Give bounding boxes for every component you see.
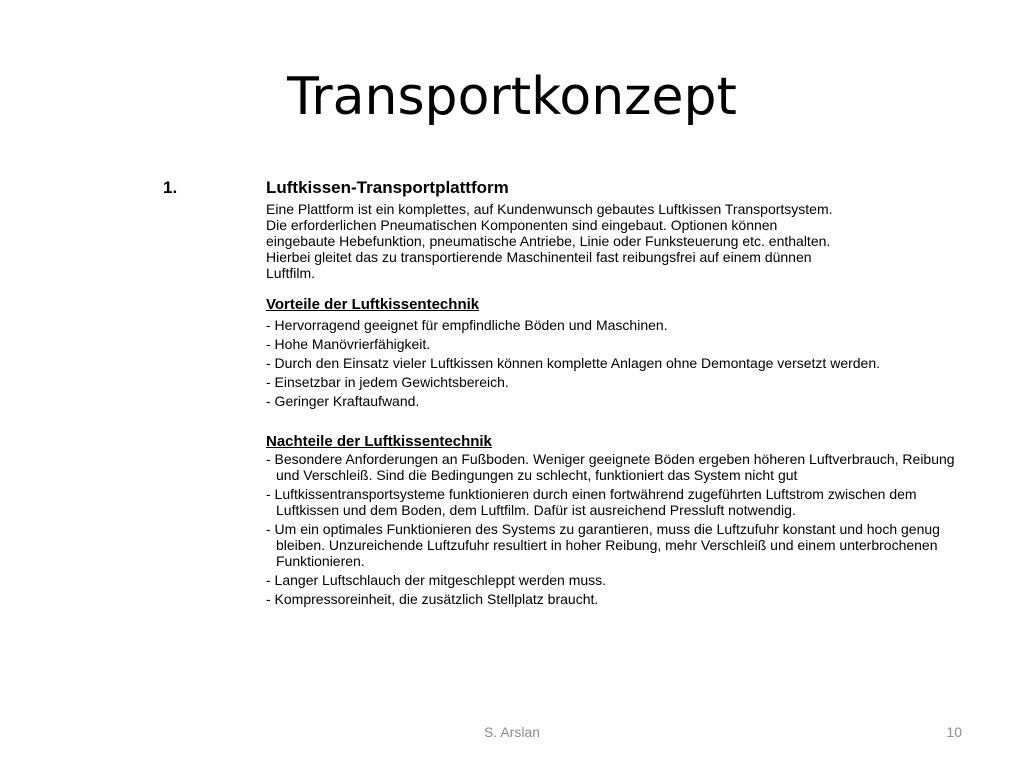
list-item: - Langer Luftschlauch der mitgeschleppt werden muss. bbox=[266, 572, 607, 588]
list-item: - Hervorragend geeignet für empfindliche Böden und Maschinen. bbox=[266, 317, 668, 333]
intro-paragraph bbox=[266, 201, 976, 281]
intro-line: Luftfilm. bbox=[266, 265, 316, 281]
disadvantages-list bbox=[266, 451, 976, 607]
advantages-list bbox=[266, 317, 976, 409]
disadvantages-heading: Nachteile der Luftkissentechnik bbox=[266, 433, 492, 450]
list-item: - Besondere Anforderungen an Fußboden. Weniger geeignete Böden ergeben höheren Luftverbrauch, Reibung und Verschleiß. Sind die Bedingungen zu schlecht, funktioniert das System nicht gut bbox=[266, 451, 955, 483]
footer-page-number: 10 bbox=[946, 724, 962, 740]
intro-line: Eine Plattform ist ein komplettes, auf Kundenwunsch gebautes Luftkissen Transportsystem. bbox=[266, 201, 833, 217]
disadvantages-section bbox=[266, 433, 976, 607]
list-item: - Kompressoreinheit, die zusätzlich Stellplatz braucht. bbox=[266, 591, 599, 607]
footer-author: S. Arslan bbox=[483, 724, 541, 740]
item-number: 1. bbox=[163, 178, 178, 197]
slide-title: Transportkonzept bbox=[287, 67, 737, 127]
list-item: - Durch den Einsatz vieler Luftkissen können komplette Anlagen ohne Demontage versetzt werden. bbox=[266, 355, 881, 371]
slide-content bbox=[266, 178, 976, 610]
intro-line: Die erforderlichen Pneumatischen Komponenten sind eingebaut. Optionen können bbox=[266, 217, 778, 233]
advantages-section bbox=[266, 296, 976, 409]
intro-line: Hierbei gleitet das zu transportierende Maschinenteil fast reibungsfrei auf einem dünnen bbox=[266, 249, 812, 265]
list-item: - Einsetzbar in jedem Gewichtsbereich. bbox=[266, 374, 509, 390]
list-item: - Um ein optimales Funktionieren des Systems zu garantieren, muss die Luftzufuhr konstant und hoch genug bleiben. Unzureichende Luftzufuhr resultiert in hoher Reibung, mehr Verschleiß und einem unterbrochenen Funktionieren. bbox=[266, 521, 940, 569]
item-heading: Luftkissen-Transportplattform bbox=[266, 178, 509, 197]
list-item: - Geringer Kraftaufwand. bbox=[266, 393, 420, 409]
list-item: - Luftkissentransportsysteme funktionieren durch einen fortwährend zugeführten Luftstrom zwischen dem Luftkissen und dem Boden, dem Luftfilm. Dafür ist ausreichend Pressluft notwendig. bbox=[266, 486, 917, 518]
list-item: - Hohe Manövrierfähigkeit. bbox=[266, 336, 431, 352]
intro-line: eingebaute Hebefunktion, pneumatische Antriebe, Linie oder Funksteuerung etc. enthalten. bbox=[266, 233, 831, 249]
advantages-heading: Vorteile der Luftkissentechnik bbox=[266, 296, 480, 313]
